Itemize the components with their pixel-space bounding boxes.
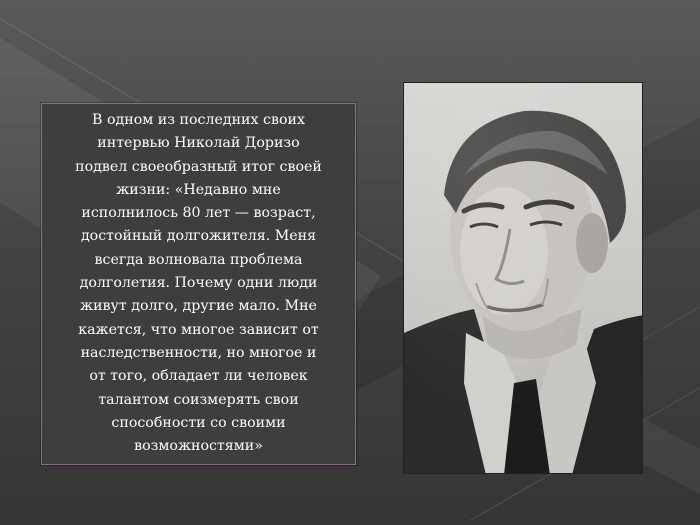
quote-line: кажется, что многое зависит от [78,321,319,338]
quote-line: подвел своеобразный итог своей [75,158,322,175]
ear [576,213,608,273]
quote-line: всегда волновала проблема [94,251,303,268]
quote-line: от того, обладает ли человек [89,368,308,385]
quote-line: живут долго, другие мало. Мне [80,298,317,315]
quote-line: наследственности, но многое и [80,344,317,361]
portrait-photo[interactable] [403,82,643,474]
quote-text [48,109,349,458]
quote-line: В одном из последних своих [92,112,305,128]
quote-line: возможностями» [134,438,263,455]
quote-line: способности со своими [111,414,286,431]
quote-line: достойный долгожителя. Меня [80,228,317,245]
quote-line: жизни: «Недавно мне [116,181,281,198]
quote-line: исполнилось 80 лет — возраст, [81,205,316,222]
portrait-illustration [404,83,643,474]
quote-line: талантом соизмерять свои [98,391,299,408]
quote-text-box[interactable] [41,103,356,465]
quote-line: интервью Николай Доризо [97,135,300,152]
quote-line: долголетия. Почему одни люди [79,275,318,292]
